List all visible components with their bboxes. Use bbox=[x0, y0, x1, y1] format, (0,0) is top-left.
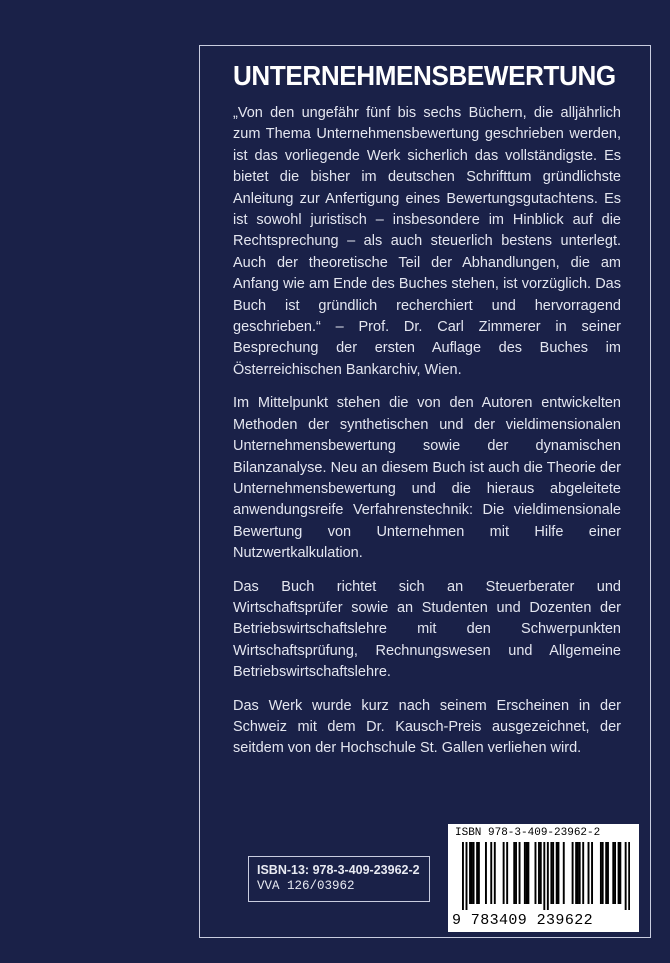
isbn13-text: ISBN-13: 978-3-409-23962-2 bbox=[257, 863, 420, 877]
barcode-bar bbox=[591, 842, 593, 904]
barcode-bar bbox=[506, 842, 508, 904]
barcode-bar bbox=[513, 842, 515, 904]
barcode-bar bbox=[473, 842, 475, 904]
blurb-text bbox=[233, 103, 621, 772]
vva-number-text: VVA 126/03962 bbox=[257, 879, 355, 893]
barcode-bar bbox=[619, 842, 621, 904]
barcode-bar bbox=[607, 842, 609, 904]
barcode-bar bbox=[490, 842, 492, 904]
barcode-bar bbox=[582, 842, 584, 904]
barcode-bar bbox=[579, 842, 581, 904]
barcode-bar bbox=[535, 842, 537, 904]
barcode-bar bbox=[466, 842, 468, 910]
barcode-bar bbox=[538, 842, 540, 904]
barcode-bar bbox=[575, 842, 577, 904]
barcode-bar bbox=[503, 842, 505, 904]
barcode-digits-text: 9 783409 239622 bbox=[452, 912, 594, 929]
isbn-info-box bbox=[248, 856, 430, 902]
barcode-bar bbox=[462, 842, 464, 910]
barcode-label bbox=[448, 824, 639, 932]
barcode-bar bbox=[602, 842, 604, 904]
barcode-bar bbox=[469, 842, 471, 904]
barcode-bar bbox=[628, 842, 630, 910]
barcode-bar bbox=[618, 842, 620, 904]
barcode-bar bbox=[543, 842, 545, 910]
review-quote-paragraph: „Von den ungefähr fünf bis sechs Büchern, die alljährlich zum Thema Unternehmensbewertung geschrieben werden, ist das vorliegende Werk sicherlich das vollständigste. Es bietet die bisher im deutschen Schrifttum gründlichste Anleitung zur Anfertigung eines Bewertungsgutachtens. Es ist sowohl juristisch – insbesondere im Hinblick auf die Rechtsprechung – als auch steuerlich bestens unterlegt. Auch der theoretische Teil der Abhandlungen, die am Anfang wie am Ende des Buches stehen, ist vorzüglich. Das Buch ist gründlich recherchiert und hervorragend geschrieben.“ – Prof. Dr. Carl Zimmerer in seiner Besprechung der ersten Auflage des Buches im Österreichischen Bankarchiv, Wien. bbox=[233, 105, 621, 378]
barcode-bar bbox=[552, 842, 554, 904]
barcode-bar bbox=[605, 842, 607, 904]
barcode-bar bbox=[526, 842, 528, 904]
barcode-bar bbox=[625, 842, 627, 910]
barcode-bar bbox=[478, 842, 480, 904]
award-paragraph: Das Werk wurde kurz nach seinem Erscheinen in der Schweiz mit dem Dr. Kausch-Preis ausgezeichnet, der seitdem von der Hochschule St. Gallen verliehen wird. bbox=[233, 697, 621, 757]
barcode-bar bbox=[557, 842, 559, 904]
barcode-bar bbox=[588, 842, 590, 904]
barcode-bar bbox=[471, 842, 473, 904]
barcode-bar bbox=[524, 842, 526, 904]
barcode-bar bbox=[550, 842, 552, 904]
barcode-bar bbox=[519, 842, 521, 904]
barcode-bar bbox=[547, 842, 549, 910]
barcode-bar bbox=[563, 842, 565, 904]
barcode-bar bbox=[476, 842, 478, 904]
barcode-bar bbox=[600, 842, 602, 904]
barcode-bar bbox=[494, 842, 496, 904]
barcode-icon bbox=[462, 842, 630, 910]
barcode-bar bbox=[527, 842, 529, 904]
barcode-bar bbox=[577, 842, 579, 904]
focus-paragraph: Im Mittelpunkt stehen die von den Autoren entwickelten Methoden der synthetischen und der vieldimensionalen Unternehmensbewertung sowie der dynamischen Bilanzanalyse. Neu an diesem Buch ist auch die Theorie der Unternehmensbewertung und die hieraus abgeleitete anwendungsreife Verfahrenstechnik: Die vieldimensionale Bewertung von Unternehmen mit Hilfe einer Nutzwertkalkulation. bbox=[233, 395, 621, 562]
barcode-bar bbox=[556, 842, 558, 904]
audience-paragraph: Das Buch richtet sich an Steuerberater und Wirtschaftsprüfer sowie an Studenten und Dozenten der Betriebswirtschaftslehre mit den Schwerpunkten Wirtschaftsprüfung, Rechnungswesen und Allgemeine Betriebswirtschaftslehre. bbox=[233, 578, 621, 681]
barcode-bar bbox=[572, 842, 574, 904]
barcode-bar bbox=[515, 842, 517, 904]
barcode-bar bbox=[614, 842, 616, 904]
barcode-bar bbox=[485, 842, 487, 904]
barcode-isbn-text: ISBN 978-3-409-23962-2 bbox=[455, 827, 601, 839]
barcode-bar bbox=[612, 842, 614, 904]
barcode-bar bbox=[540, 842, 542, 904]
book-title: UNTERNEHMENSBEWERTUNG bbox=[233, 60, 616, 91]
